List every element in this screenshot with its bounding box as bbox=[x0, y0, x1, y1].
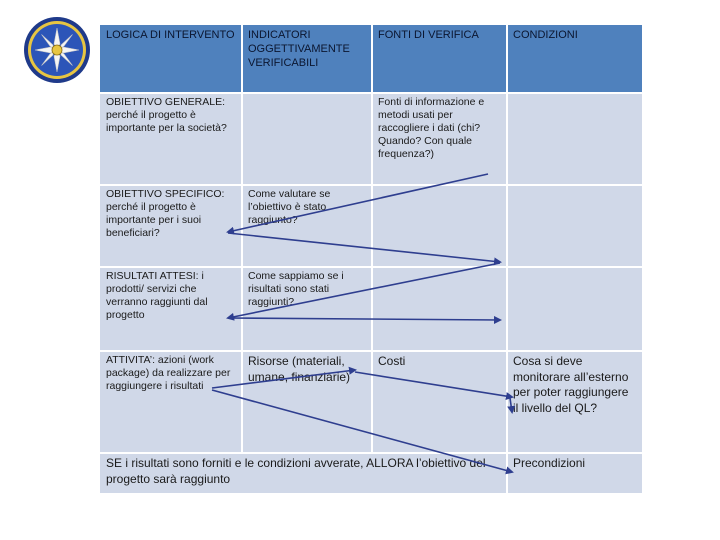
row-specific-sources bbox=[372, 185, 507, 267]
footer-preconditions: Precondizioni bbox=[507, 453, 642, 493]
row-results-indicators: Come sappiamo se i risultati sono stati raggiunti? bbox=[242, 267, 372, 351]
row-activities-conditions: Cosa si deve monitorare all’esterno per poter raggiungere il livello del QL? bbox=[507, 351, 642, 453]
header-conditions: CONDIZIONI bbox=[507, 25, 642, 93]
row-general-sources: Fonti di informazione e metodi usati per raccogliere i dati (chi? Quando? Con quale frequenza?) bbox=[372, 93, 507, 185]
row-specific-conditions bbox=[507, 185, 642, 267]
header-indicators: INDICATORI OGGETTIVAMENTE VERIFICABILI bbox=[242, 25, 372, 93]
header-logic: LOGICA DI INTERVENTO bbox=[100, 25, 242, 93]
row-activities-sources: Costi bbox=[372, 351, 507, 453]
row-results-sources bbox=[372, 267, 507, 351]
row-general-logic: OBIETTIVO GENERALE: perché il progetto è importante per la società? bbox=[100, 93, 242, 185]
row-activities-logic: ATTIVITA’: azioni (work package) da realizzare per raggiungere i risultati bbox=[100, 351, 242, 453]
row-results-logic: RISULTATI ATTESI: i prodotti/ servizi che verranno raggiunti dal progetto bbox=[100, 267, 242, 351]
row-general-conditions bbox=[507, 93, 642, 185]
row-results-conditions bbox=[507, 267, 642, 351]
row-specific-indicators: Come valutare se l’obiettivo è stato raggiunto? bbox=[242, 185, 372, 267]
logframe-table bbox=[100, 25, 642, 493]
footer-statement: SE i risultati sono forniti e le condizioni avverate, ALLORA l’obiettivo del progetto sarà raggiunto bbox=[100, 453, 507, 493]
row-general-indicators bbox=[242, 93, 372, 185]
header-sources: FONTI DI VERIFICA bbox=[372, 25, 507, 93]
row-activities-indicators: Risorse (materiali, umane, finanziarie) bbox=[242, 351, 372, 453]
row-specific-logic: OBIETTIVO SPECIFICO: perché il progetto è importante per i suoi beneficiari? bbox=[100, 185, 242, 267]
emblem-logo bbox=[22, 15, 92, 85]
